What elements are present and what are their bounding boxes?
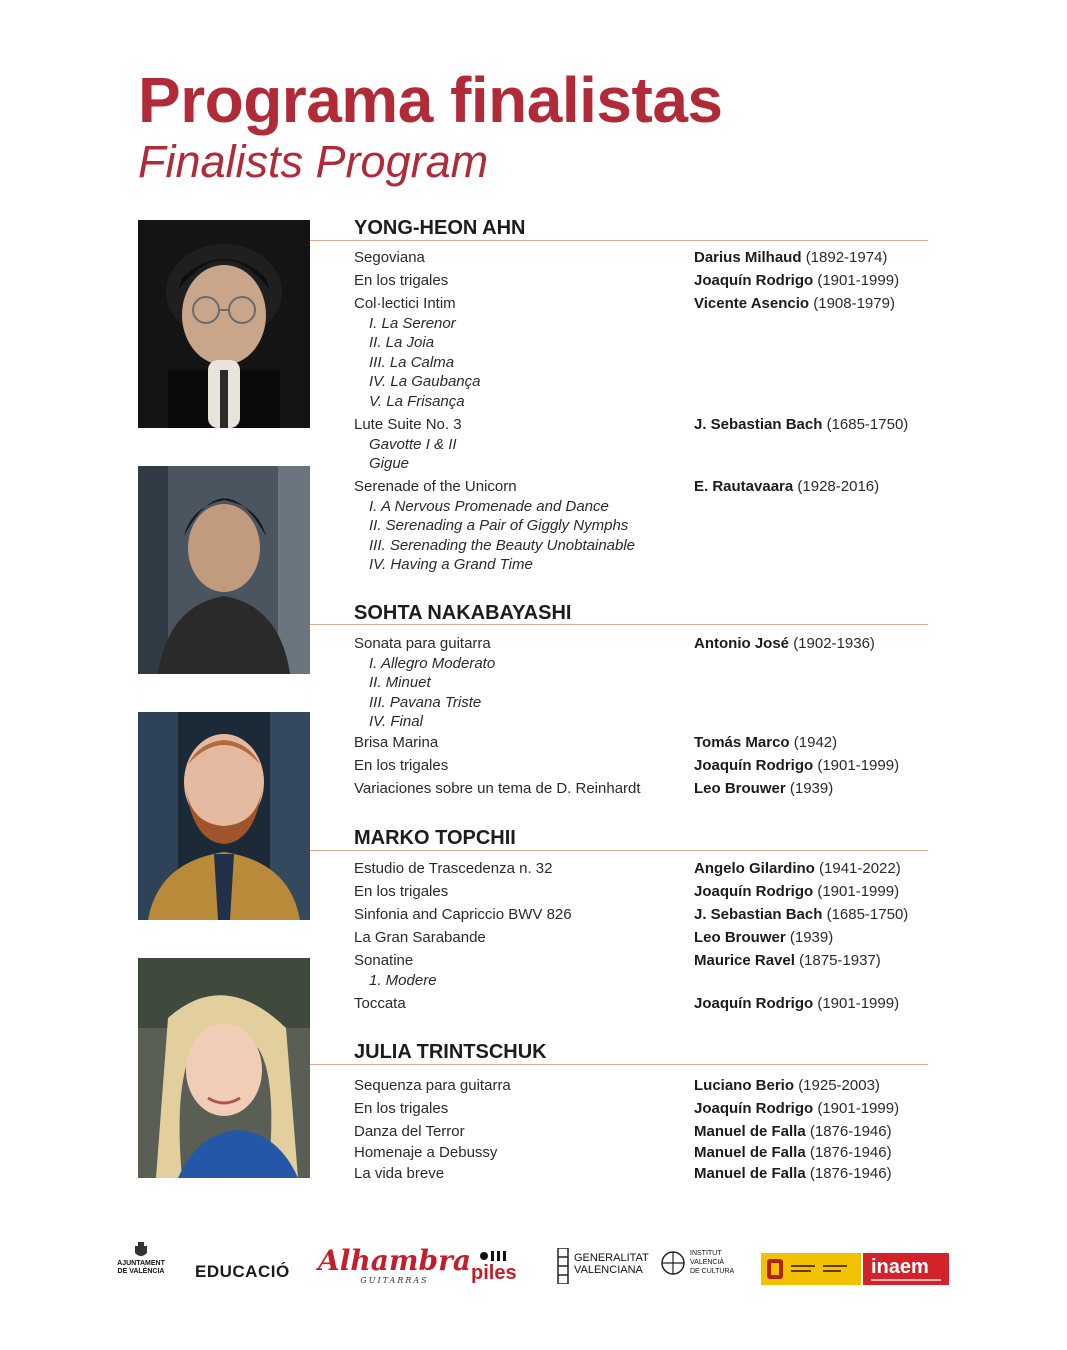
composer-line	[694, 635, 875, 653]
logo-underline	[871, 1279, 941, 1281]
composer-name: Vicente Asencio	[694, 295, 810, 312]
photo-julia-trintschuk	[138, 958, 310, 1178]
composer-name: Tomás Marco	[694, 734, 790, 751]
logo-text: DE CULTURA	[690, 1268, 735, 1275]
composer-years: (1928-2016)	[797, 478, 880, 495]
piece-title: Sinfonia and Capriccio BWV 826	[354, 906, 572, 923]
section-divider	[310, 240, 928, 241]
movement: III. Serenading the Beauty Unobtainable	[369, 537, 636, 554]
piece-title: Homenaje a Debussy	[354, 1144, 498, 1161]
piece-title: Sequenza para guitarra	[354, 1077, 511, 1094]
composer-years: (1875-1937)	[799, 952, 881, 969]
logo-ajuntament-de-valencia	[116, 1242, 166, 1276]
page-title: Programa finalistas	[138, 64, 723, 136]
movement: I. Allegro Moderato	[369, 655, 496, 672]
generalitat-emblem-icon	[556, 1248, 570, 1284]
composer-line	[694, 1100, 899, 1118]
composer-name: J. Sebastian Bach	[694, 416, 823, 433]
logo-text: Alhambra	[318, 1244, 471, 1277]
composer-line	[694, 272, 899, 290]
movement: V. La Frisança	[369, 393, 465, 410]
composer-line	[694, 1077, 880, 1095]
logo-text: GENERALITAT	[574, 1252, 649, 1264]
composer-name: Luciano Berio	[694, 1077, 795, 1094]
movement: IV. Having a Grand Time	[369, 556, 533, 573]
composer-name: Joaquín Rodrigo	[694, 272, 814, 289]
logo-text: DE VALÈNCIA	[117, 1268, 165, 1275]
composer-name: J. Sebastian Bach	[694, 906, 823, 923]
coat-of-arms-icon	[132, 1242, 150, 1260]
composer-name: Manuel de Falla	[694, 1144, 806, 1161]
composer-line	[694, 734, 837, 752]
composer-line	[694, 416, 908, 434]
composer-name: Leo Brouwer	[694, 929, 786, 946]
composer-name: Manuel de Falla	[694, 1123, 806, 1140]
composer-years: (1939)	[789, 929, 834, 946]
composer-line	[694, 249, 887, 267]
movement: III. La Calma	[369, 354, 455, 371]
piece-title: En los trigales	[354, 272, 449, 289]
piece-title: La Gran Sarabande	[354, 929, 486, 946]
photo-marko-topchii	[138, 712, 310, 920]
logo-subtext: GUITARRAS	[360, 1276, 429, 1285]
piece-title: Toccata	[354, 995, 406, 1012]
logo-text: piles	[471, 1262, 517, 1284]
composer-years: (1942)	[793, 734, 838, 751]
composer-name: Manuel de Falla	[694, 1165, 806, 1182]
composer-line	[694, 1123, 892, 1141]
section-divider	[310, 624, 928, 625]
section-divider	[310, 850, 928, 851]
composer-name: Antonio José	[694, 635, 790, 652]
composer-years: (1901-1999)	[817, 757, 900, 774]
composer-name: E. Rautavaara	[694, 478, 794, 495]
composer-line	[694, 860, 901, 878]
composer-line	[694, 906, 908, 924]
logo-text: VALENCIÀ	[690, 1259, 725, 1266]
composer-years: (1901-1999)	[817, 883, 900, 900]
composer-years: (1685-1750)	[826, 906, 909, 923]
composer-name: Maurice Ravel	[694, 952, 795, 969]
finalist-name-julia-trintschuk: JULIA TRINTSCHUK	[354, 1041, 547, 1063]
composer-line	[694, 478, 879, 496]
composer-years: (1939)	[789, 780, 834, 797]
piece-title: Sonata para guitarra	[354, 635, 491, 652]
movement: IV. Final	[369, 713, 423, 730]
composer-years: (1902-1936)	[793, 635, 875, 652]
piece-title: Sonatine	[354, 952, 414, 969]
movement: 1. Modere	[369, 972, 437, 989]
logo-text: AJUNTAMENT	[117, 1260, 165, 1267]
logo-gobierno-de-espana	[761, 1253, 861, 1285]
piece-title: En los trigales	[354, 757, 449, 774]
sponsor-logos	[0, 1236, 1067, 1296]
piece-title: En los trigales	[354, 1100, 449, 1117]
composer-years: (1876-1946)	[809, 1165, 892, 1182]
piece-title: Col·lectici Intim	[354, 295, 456, 312]
piece-title: Brisa Marina	[354, 734, 439, 751]
composer-name: Joaquín Rodrigo	[694, 883, 814, 900]
piece-title: La vida breve	[354, 1165, 445, 1182]
piece-title: Lute Suite No. 3	[354, 416, 462, 433]
movement: IV. La Gaubança	[369, 373, 481, 390]
composer-years: (1925-2003)	[798, 1077, 880, 1094]
composer-years: (1876-1946)	[809, 1123, 892, 1140]
composer-years: (1901-1999)	[817, 272, 900, 289]
piece-title: En los trigales	[354, 883, 449, 900]
piece-title: Estudio de Trascedenza n. 32	[354, 860, 553, 877]
composer-line	[694, 995, 899, 1013]
logo-piles	[471, 1250, 517, 1284]
piece-title: Variaciones sobre un tema de D. Reinhardt	[354, 780, 641, 797]
composer-line	[694, 757, 899, 775]
movement: Gigue	[369, 455, 410, 472]
finalist-name-marko-topchii: MARKO TOPCHII	[354, 827, 516, 849]
movement: Gavotte I & II	[369, 436, 457, 453]
composer-line	[694, 929, 833, 947]
composer-name: Joaquín Rodrigo	[694, 757, 814, 774]
logo-text: inaem	[871, 1256, 929, 1278]
composer-years: (1876-1946)	[809, 1144, 892, 1161]
composer-name: Angelo Gilardino	[694, 860, 815, 877]
finalist-name-yong-heon-ahn: YONG-HEON AHN	[354, 217, 526, 239]
composer-name: Joaquín Rodrigo	[694, 995, 814, 1012]
piles-mark-icon	[479, 1250, 509, 1262]
movement: II. La Joia	[369, 334, 435, 351]
logo-educacio: EDUCACIÓ	[195, 1262, 290, 1281]
movement: I. La Serenor	[369, 315, 456, 332]
finalist-name-sohta-nakabayashi: SOHTA NAKABAYASHI	[354, 602, 572, 624]
logo-inaem	[863, 1253, 949, 1285]
composer-years: (1685-1750)	[826, 416, 909, 433]
composer-years: (1908-1979)	[813, 295, 895, 312]
composer-line	[694, 952, 881, 970]
spain-coat-of-arms-icon	[761, 1253, 861, 1285]
composer-name: Darius Milhaud	[694, 249, 802, 266]
ivc-emblem-icon	[660, 1250, 686, 1276]
movement: II. Serenading a Pair of Giggly Nymphs	[369, 517, 629, 534]
composer-years: (1892-1974)	[805, 249, 888, 266]
composer-years: (1941-2022)	[819, 860, 901, 877]
piece-title: Danza del Terror	[354, 1123, 465, 1140]
logo-alhambra	[318, 1246, 471, 1285]
composer-years: (1901-1999)	[817, 1100, 900, 1117]
page-subtitle: Finalists Program	[138, 136, 489, 187]
movement: III. Pavana Triste	[369, 694, 482, 711]
composer-years: (1901-1999)	[817, 995, 900, 1012]
composer-line	[694, 295, 895, 313]
photo-sohta-nakabayashi	[138, 466, 310, 674]
composer-name: Leo Brouwer	[694, 780, 786, 797]
composer-line	[694, 1165, 892, 1183]
movement: II. Minuet	[369, 674, 431, 691]
composer-line	[694, 1144, 892, 1162]
composer-name: Joaquín Rodrigo	[694, 1100, 814, 1117]
section-divider	[310, 1064, 928, 1065]
logo-text: VALENCIANA	[574, 1264, 643, 1276]
piece-title: Serenade of the Unicorn	[354, 478, 517, 495]
photo-yong-heon-ahn	[138, 220, 310, 428]
logo-text: INSTITUT	[690, 1250, 722, 1257]
movement: I. A Nervous Promenade and Dance	[369, 498, 609, 515]
composer-line	[694, 780, 833, 798]
composer-line	[694, 883, 899, 901]
piece-title: Segoviana	[354, 249, 425, 266]
